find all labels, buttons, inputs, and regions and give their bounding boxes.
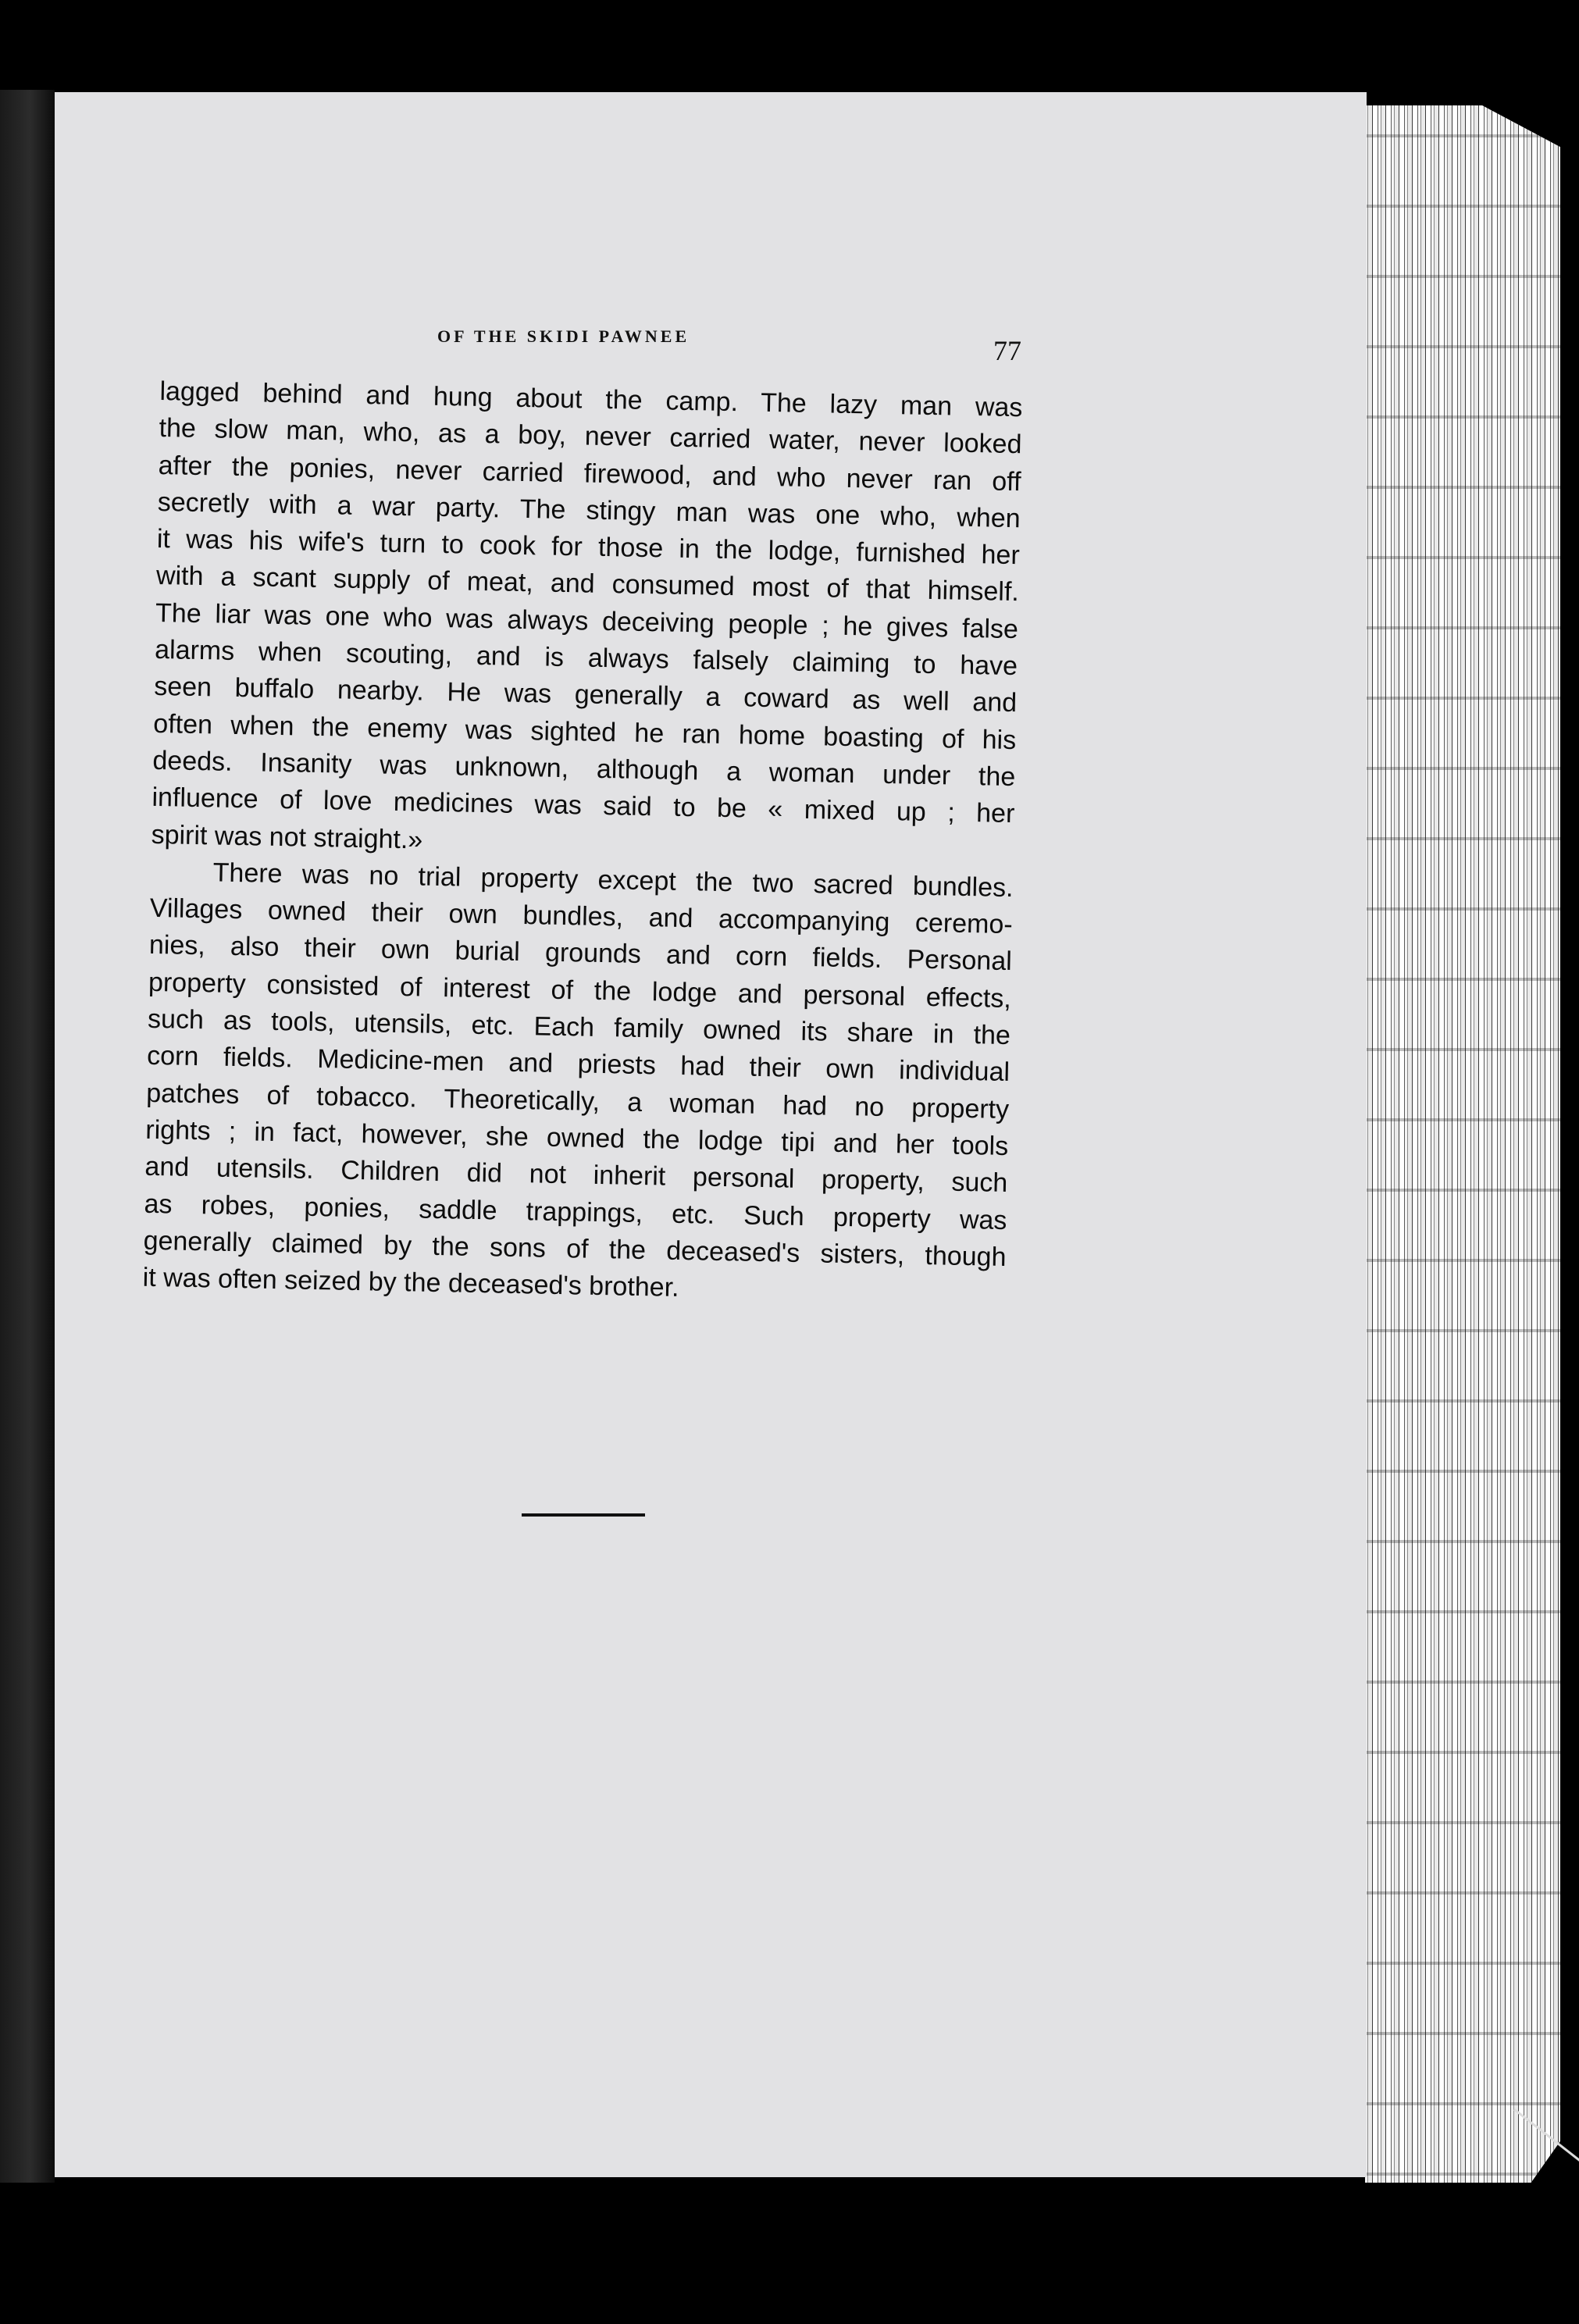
text-line: influence of love medicines was said to be « mixed up ; her: [151, 782, 1015, 829]
text-line: corn fields. Medicine-men and priests had their own individual: [146, 1041, 1010, 1088]
text-line: The liar was one who was always deceiving people ; he gives false: [155, 597, 1019, 644]
text-line: lagged behind and hung about the camp. The lazy man was: [159, 376, 1023, 423]
text-line: generally claimed by the sons of the deceased's sisters, though: [143, 1225, 1007, 1272]
text-line: There was no trial property except the two sacred bundles.: [212, 857, 1014, 903]
text-line: after the ponies, never carried firewood, and who never ran off: [158, 450, 1021, 497]
text-line: patches of tobacco. Theoretically, a woman had no property: [145, 1078, 1010, 1125]
running-head: OF THE SKIDI PAWNEE: [437, 326, 690, 346]
text-line: deeds. Insanity was unknown, although a woman under the: [152, 745, 1016, 793]
text-line: it was his wife's turn to cook for those in the lodge, furnished her: [156, 524, 1021, 571]
text-line: and utensils. Children did not inherit personal property, such: [144, 1152, 1008, 1199]
text-line: it was often seized by the deceased's brother.: [142, 1262, 679, 1303]
text-line: alarms when scouting, and is always falsely claiming to have: [154, 635, 1018, 682]
page-edges: [1365, 105, 1560, 2183]
text-line: seen buffalo nearby. He was generally a coward as well and: [153, 672, 1018, 718]
text-line: the slow man, who, as a boy, never carried water, never looked: [159, 413, 1022, 460]
body-text: [142, 373, 1022, 1313]
text-line: such as tools, utensils, etc. Each family owned its share in the: [147, 1003, 1011, 1051]
text-line: property consisted of interest of the lodge and personal effects,: [148, 967, 1012, 1014]
text-line: often when the enemy was sighted he ran home boasting of his: [153, 708, 1017, 755]
text-line: Villages owned their own bundles, and accompanying ceremo-: [149, 893, 1014, 940]
paragraph-2: [142, 854, 1014, 1313]
text-line: rights ; in fact, however, she owned the lodge tipi and her tools: [145, 1114, 1009, 1161]
text-line: nies, also their own burial grounds and corn fields. Personal: [148, 930, 1013, 977]
section-end-rule: [522, 1513, 645, 1517]
text-line: as robes, ponies, saddle trappings, etc. Such property was: [144, 1189, 1007, 1235]
text-line: secretly with a war party. The stingy man was one who, when: [157, 487, 1021, 534]
book-binding-edge: [0, 90, 55, 2183]
text-line: spirit was not straight.»: [151, 819, 423, 855]
text-line: with a scant supply of meat, and consumed most of that himself.: [155, 561, 1020, 608]
paragraph-1: [151, 373, 1023, 870]
page-number: 77: [993, 335, 1021, 366]
